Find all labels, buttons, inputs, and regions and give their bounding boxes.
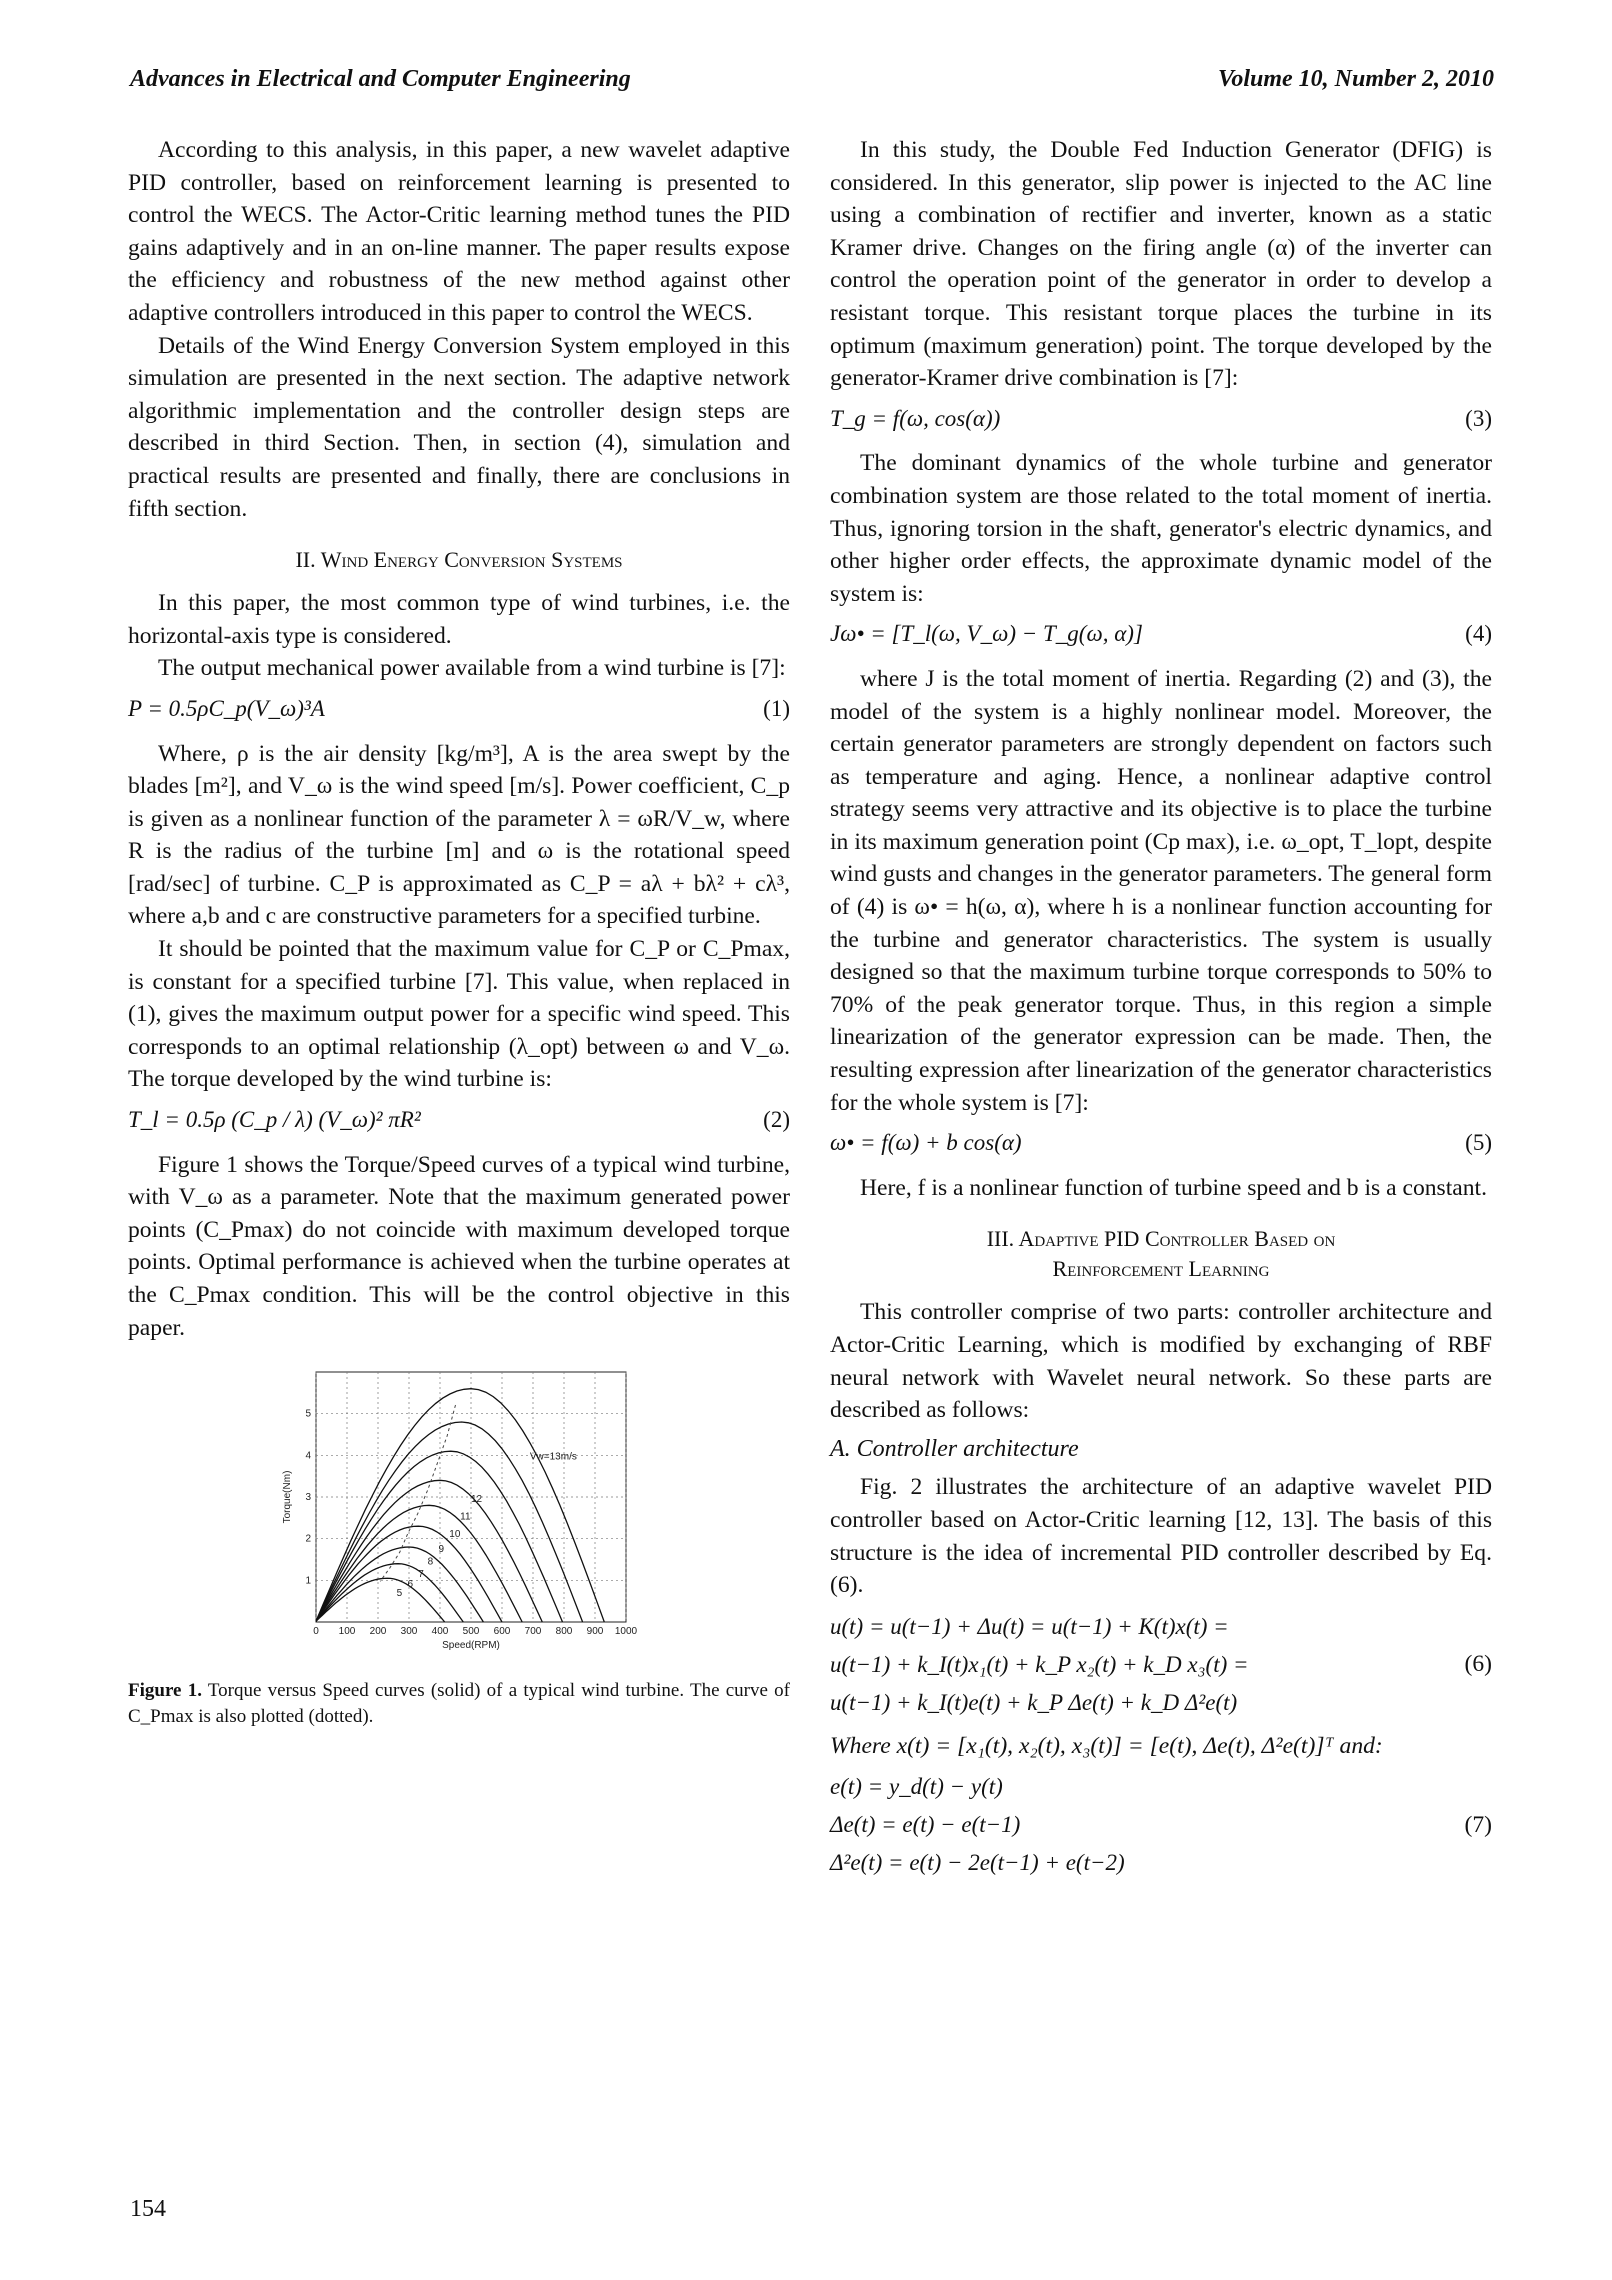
- curve-annotation: 10: [449, 1529, 461, 1541]
- equation-lines: [830, 1608, 1249, 1722]
- cpmax-curve: [380, 1405, 455, 1581]
- x-tick-label: 400: [431, 1626, 449, 1638]
- equation-line: u(t−1) + k_I(t)x₁(t) + k_P x₂(t) + k_D x₃(t) =: [830, 1651, 1249, 1677]
- paragraph: Details of the Wind Energy Conversion System employed in this simulation are presented in the next section. The adaptive network algorithmic implementation and the controller design steps are described in third Section. Then, in section (4), simulation and practical results are presented and finally, there are conclusions in fifth section.: [128, 332, 790, 522]
- x-tick-label: 600: [493, 1626, 511, 1638]
- equation-4: [830, 618, 1492, 651]
- curve-annotation: 6: [407, 1579, 414, 1591]
- paragraph: According to this analysis, in this paper, a new wavelet adaptive PID controller, based on reinforcement learning is presented to control the WECS. The Actor-Critic learning method tunes the PID gains adaptively and in an on-line manner. The paper results expose the efficiency and robustness of the new method against other adaptive controllers introduced in this paper to control the WECS.: [128, 137, 790, 326]
- right-column: [830, 134, 1492, 1890]
- x-tick-label: 300: [400, 1626, 418, 1638]
- equation-number: (5): [1465, 1130, 1492, 1156]
- curve-annotation: 12: [471, 1494, 483, 1506]
- paragraph: In this study, the Double Fed Induction Generator (DFIG) is considered. In this generator, slip power is injected to the AC line using a combination of rectifier and inverter, known as a static Kramer drive. Changes on the firing angle (α) of the inverter can control the operation point of the generator in order to develop a resistant torque. This resistant torque places the turbine in its optimum (maximum generation) point. The torque developed by the generator-Kramer drive combination is [7]:: [830, 137, 1492, 392]
- equation-2: [128, 1104, 790, 1137]
- x-tick-label: 1000: [614, 1626, 638, 1638]
- equation-line: Δe(t) = e(t) − e(t−1): [830, 1812, 1021, 1838]
- torque-speed-chart: [276, 1364, 646, 1664]
- equation-expression: Jω• = [T_l(ω, V_ω) − T_g(ω, α)]: [830, 621, 1143, 647]
- curve-annotation: 7: [418, 1569, 424, 1581]
- y-tick-label: 5: [305, 1408, 311, 1420]
- journal-title: Advances in Electrical and Computer Engineering: [130, 66, 631, 92]
- paragraph: The dominant dynamics of the whole turbine and generator combination system are those related to the total moment of inertia. Thus, ignoring torsion in the shaft, generator's electric dynamics, and other higher order effects, the approximate dynamic model of the system is:: [830, 450, 1492, 607]
- section-heading: II. Wind Energy Conversion Systems: [295, 547, 623, 573]
- y-tick-label: 3: [305, 1492, 311, 1504]
- equation-expression: T_g = f(ω, cos(α)): [830, 405, 1001, 431]
- figure-caption: [128, 1678, 790, 1730]
- paragraph: Figure 1 shows the Torque/Speed curves of a typical wind turbine, with V_ω as a parameter. Note that the maximum generated power points (C_Pmax) do not coincide with maximum developed torque points. Optimal performance is achieved when the turbine operates at the C_Pmax condition. This will be the control objective in this paper.: [128, 1151, 790, 1341]
- equation-lines: [830, 1768, 1125, 1882]
- curve-annotation: Vw=13m/s: [529, 1451, 577, 1463]
- paragraph: The output mechanical power available from a wind turbine is [7]:: [158, 655, 786, 682]
- equation-5: [830, 1127, 1492, 1160]
- where-line: Where x(t) = [x₁(t), x₂(t), x₃(t)] = [e(t), Δe(t), Δ²e(t)]ᵀ and:: [830, 1732, 1383, 1759]
- equation-number: (2): [763, 1107, 790, 1133]
- curve-annotation: 8: [427, 1556, 434, 1568]
- x-tick-label: 700: [524, 1626, 542, 1638]
- x-axis-label: Speed(RPM): [442, 1640, 500, 1652]
- curve-annotation: 11: [460, 1511, 471, 1523]
- paragraph: Fig. 2 illustrates the architecture of an adaptive wavelet PID controller based on Actor-Critic learning [12, 13]. The basis of this structure is the idea of incremental PID controller described by Eq. (6).: [830, 1474, 1492, 1599]
- y-tick-label: 1: [305, 1575, 311, 1587]
- equation-line: Δ²e(t) = e(t) − 2e(t−1) + e(t−2): [830, 1850, 1125, 1876]
- curve-annotation: 9: [438, 1544, 445, 1556]
- equation-number: (6): [1464, 1651, 1492, 1678]
- equation-1: [128, 693, 790, 726]
- equation-6: [830, 1608, 1492, 1722]
- x-tick-label: 200: [369, 1626, 387, 1638]
- x-tick-label: 900: [586, 1626, 604, 1638]
- y-axis-label: Torque(Nm): [282, 1470, 293, 1524]
- equation-number: (4): [1465, 621, 1492, 647]
- paragraph: It should be pointed that the maximum value for C_P or C_Pmax, is constant for a specified turbine [7]. This value, when replaced in (1), gives the maximum output power for a specific wind speed. This corresponds to an optimal relationship (λ_opt) between ω and V_ω. The torque developed by the wind turbine is:: [128, 936, 790, 1093]
- x-tick-label: 100: [338, 1626, 356, 1638]
- subsection-heading: A. Controller architecture: [830, 1435, 1079, 1462]
- section-heading-line: III. Adaptive PID Controller Based on: [986, 1226, 1336, 1252]
- paragraph: In this paper, the most common type of wind turbines, i.e. the horizontal-axis type is considered.: [128, 590, 790, 649]
- equation-number: (3): [1465, 405, 1492, 431]
- figure-1: [128, 1364, 790, 1730]
- x-tick-label: 0: [313, 1626, 319, 1638]
- equation-3: [830, 403, 1492, 436]
- paragraph: where J is the total moment of inertia. Regarding (2) and (3), the model of the system is a highly nonlinear model. Moreover, the certain generator parameters are strongly dependent on factors such as temperature and aging. Hence, a nonlinear adaptive control strategy seems very attractive and its objective is to place the turbine in its maximum generation point (Cp max), i.e. ω_opt, T_lopt, despite wind gusts and changes in the generator parameters. The general form of (4) is ω• = h(ω, α), where h is a nonlinear function accounting for the turbine and generator characteristics. The system is usually designed so that the maximum turbine torque corresponds to 50% to 70% of the peak generator torque. Thus, in this region a simple linearization of the generator expression can be made. Then, the resulting expression after linearization of the generator characteristics for the whole system is [7]:: [830, 665, 1492, 1116]
- page-number: 154: [130, 2196, 166, 2222]
- left-column: [128, 134, 790, 1730]
- equation-expression: P = 0.5ρC_p(V_ω)³A: [128, 695, 325, 721]
- equation-7: [830, 1768, 1492, 1882]
- paragraph: This controller comprise of two parts: controller architecture and Actor-Critic Learning, which is modified by exchanging of RBF neural network with Wavelet neural network. So these parts are described as follows:: [830, 1299, 1492, 1424]
- equation-number: (1): [763, 695, 790, 721]
- equation-expression: ω• = f(ω) + b cos(α): [830, 1130, 1022, 1156]
- curve-annotation: 5: [396, 1587, 403, 1599]
- equation-line: e(t) = y_d(t) − y(t): [830, 1774, 1003, 1800]
- y-tick-label: 2: [305, 1533, 311, 1545]
- volume-info: Volume 10, Number 2, 2010: [1217, 66, 1494, 92]
- y-tick-label: 4: [305, 1450, 311, 1462]
- equation-number: (7): [1464, 1812, 1492, 1839]
- x-tick-label: 500: [462, 1626, 480, 1638]
- equation-line: u(t) = u(t−1) + Δu(t) = u(t−1) + K(t)x(t) =: [830, 1613, 1229, 1639]
- equation-line: u(t−1) + k_I(t)e(t) + k_P Δe(t) + k_D Δ²e(t): [830, 1689, 1238, 1715]
- caption-text: Torque versus Speed curves (solid) of a typical wind turbine. The curve of C_Pmax is also plotted (dotted).: [128, 1680, 790, 1728]
- paragraph: Here, f is a nonlinear function of turbine speed and b is a constant.: [860, 1174, 1488, 1201]
- torque-curve: [316, 1564, 463, 1622]
- x-tick-label: 800: [555, 1626, 573, 1638]
- paragraph: Where, ρ is the air density [kg/m³], A is the area swept by the blades [m²], and V_ω is the wind speed [m/s]. Power coefficient, C_p is given as a nonlinear function of the parameter λ = ωR/V_w, where R is the radius of the turbine [m] and ω is the rotational speed [rad/sec] of turbine. C_P is approximated as C_P = aλ + bλ² + cλ³, where a,b and c are constructive parameters for a specified turbine.: [128, 740, 790, 930]
- section-heading: [830, 1224, 1492, 1284]
- equation-expression: T_l = 0.5ρ (C_p / λ) (V_ω)² πR²: [128, 1107, 421, 1133]
- section-heading-line: Reinforcement Learning: [1052, 1256, 1270, 1282]
- caption-label: Figure 1.: [128, 1680, 202, 1702]
